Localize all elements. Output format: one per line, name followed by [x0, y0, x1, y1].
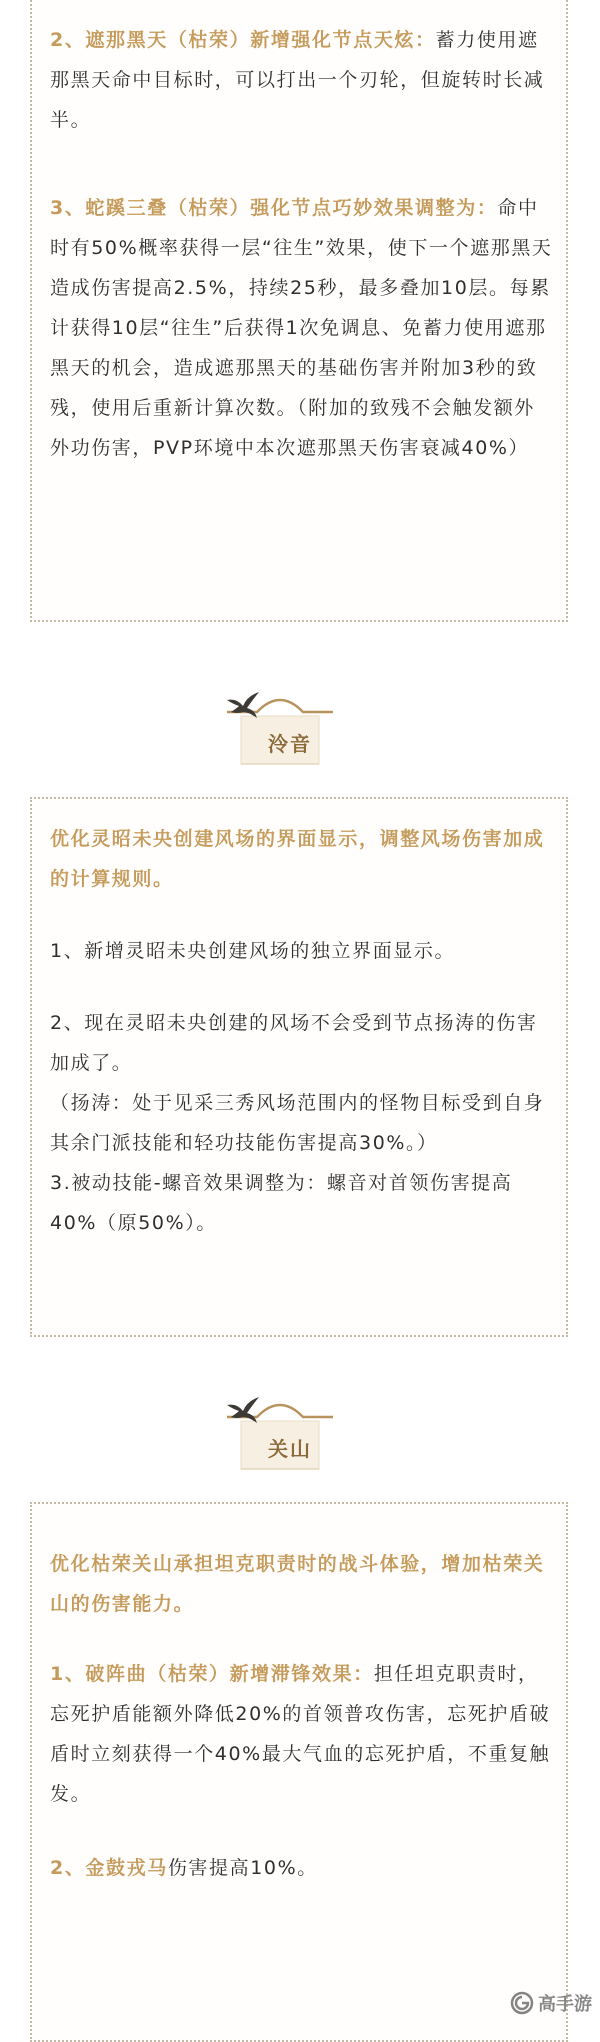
swallow-icon — [225, 690, 261, 720]
highlight-tianxuan: 2、遮那黑天（枯荣）新增强化节点天炫： — [50, 29, 436, 51]
intro-lingyin: 优化灵昭未央创建风场的界面显示，调整风场伤害加成的计算规则。 — [50, 828, 545, 890]
item-yangtao: 2、现在灵昭未央创建的风场不会受到节点扬涛的伤害加成了。 — [50, 1012, 538, 1074]
text-jingu: 伤害提高10%。 — [167, 1857, 318, 1879]
card-guanshan — [30, 1502, 568, 2042]
item-independent-display: 1、新增灵昭未央创建风场的独立界面显示。 — [50, 940, 456, 962]
section-badge-guanshan — [225, 1395, 370, 1485]
watermark-logo-icon — [510, 1991, 534, 2015]
highlight-zhifeng: 1、破阵曲（枯荣）新增滞锋效果： — [50, 1663, 374, 1685]
text-zhifeng: 担任坦克职责时，忘死护盾能额外降低20%的首领普攻伤害，忘死护盾破盾时立刻获得一个40%最大气血的忘死护盾，不重复触发。 — [50, 1663, 551, 1805]
card-lingyin — [30, 797, 568, 1337]
watermark — [510, 1990, 592, 2016]
paragraph-qiaomiao — [50, 188, 554, 468]
text-tianxuan: 蓄力使用遮那黑天命中目标时，可以打出一个刃轮，但旋转时长减半。 — [50, 29, 545, 131]
swallow-icon — [225, 1395, 261, 1425]
badge-label-lingyin: 泠音 — [268, 732, 312, 756]
item-luoyin: 3.被动技能-螺音效果调整为：螺音对首领伤害提高40%（原50%）。 — [50, 1172, 513, 1234]
watermark-text: 高手游 — [538, 1994, 592, 2015]
highlight-qiaomiao: 3、蛇蹊三叠（枯荣）强化节点巧妙效果调整为： — [50, 197, 498, 219]
paragraph-zhifeng — [50, 1654, 554, 1814]
note-yangtao: （扬涛：处于见采三秀风场范围内的怪物目标受到自身其余门派技能和轻功技能伤害提高30%。） — [50, 1092, 545, 1154]
paragraph-jingu — [50, 1848, 554, 1888]
highlight-jingu: 2、金鼓戎马 — [50, 1857, 168, 1879]
badge-label-guanshan: 关山 — [268, 1437, 312, 1461]
text-qiaomiao: 命中时有50%概率获得一层“往生”效果，使下一个遮那黑天造成伤害提高2.5%，持续25秒，最多叠加10层。每累计获得10层“往生”后获得1次免调息、免蓄力使用遮那黑天的机会，造成遮那黑天的基础伤害并附加3秒的致残，使用后重新计算次数。（附加的致残不会触发额外外功伤害，PVP环境中本次遮那黑天伤害衰减40%） — [50, 197, 553, 459]
card-top — [30, 0, 568, 622]
section-badge-lingyin — [225, 690, 370, 780]
paragraph-tianxuan — [50, 20, 554, 140]
intro-guanshan: 优化枯荣关山承担坦克职责时的战斗体验，增加枯荣关山的伤害能力。 — [50, 1553, 545, 1615]
